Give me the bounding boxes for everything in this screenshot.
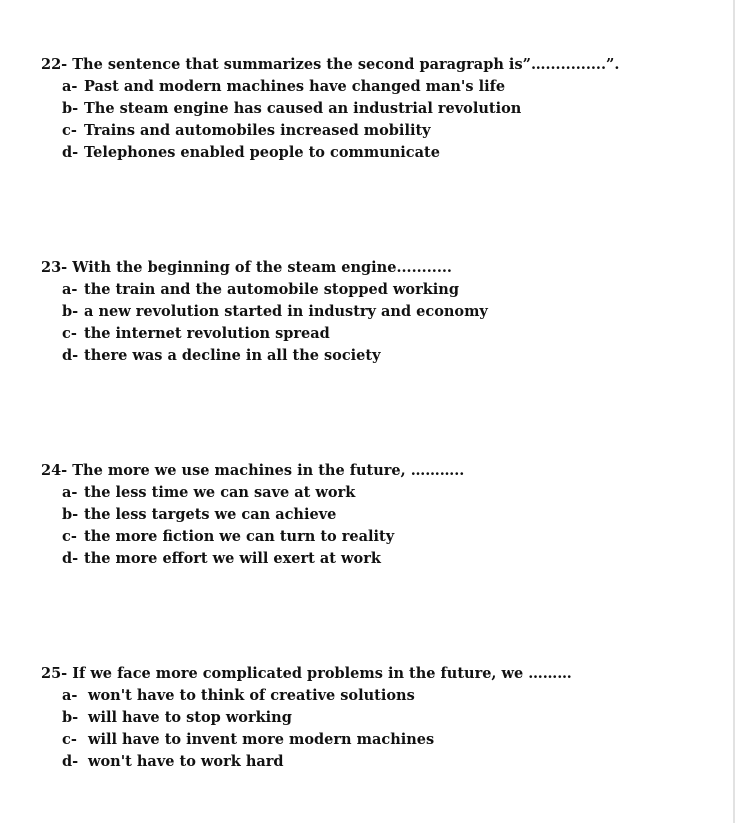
option-letter: d- (62, 144, 79, 161)
option-c (41, 526, 701, 548)
option-letter: d- (62, 347, 79, 364)
option-b (41, 301, 701, 323)
option-a (41, 685, 701, 707)
question-23 (41, 257, 701, 367)
option-letter: a- (62, 484, 78, 501)
question-stem: 25- If we face more complicated problems in the future, we ……… (41, 665, 572, 682)
option-text: Trains and automobiles increased mobility (84, 122, 431, 139)
option-text: a new revolution started in industry and economy (84, 303, 488, 320)
option-letter: d- (62, 550, 79, 567)
option-text: the less time we can save at work (84, 484, 356, 501)
option-text: there was a decline in all the society (84, 347, 381, 364)
option-letter: b- (62, 100, 79, 117)
option-text: the internet revolution spread (84, 325, 330, 342)
option-letter: c- (62, 122, 77, 139)
option-letter: b- (62, 303, 79, 320)
option-letter: a- (62, 687, 78, 704)
option-text: will have to stop working (88, 709, 292, 726)
option-letter: a- (62, 281, 78, 298)
question-24 (41, 460, 701, 570)
option-c (41, 323, 701, 345)
option-text: The steam engine has caused an industrial revolution (84, 100, 522, 117)
option-text: the more fiction we can turn to reality (84, 528, 395, 545)
option-a (41, 76, 701, 98)
option-text: Past and modern machines have changed man's life (84, 78, 506, 95)
option-b (41, 504, 701, 526)
option-d (41, 548, 701, 570)
option-text: Telephones enabled people to communicate (84, 144, 440, 161)
option-letter: b- (62, 709, 79, 726)
option-text: the less targets we can achieve (84, 506, 337, 523)
question-stem: 23- With the beginning of the steam engine........... (41, 259, 452, 276)
option-c (41, 120, 701, 142)
option-text: will have to invent more modern machines (88, 731, 435, 748)
option-c (41, 729, 701, 751)
option-letter: d- (62, 753, 79, 770)
option-letter: c- (62, 325, 77, 342)
option-letter: b- (62, 506, 79, 523)
option-text: the train and the automobile stopped working (84, 281, 459, 298)
option-letter: a- (62, 78, 78, 95)
option-d (41, 751, 701, 773)
question-stem: 24- The more we use machines in the future, ……….. (41, 462, 465, 479)
question-stem: 22- The sentence that summarizes the second paragraph is”…............”. (41, 56, 620, 73)
option-a (41, 279, 701, 301)
option-text: the more effort we will exert at work (84, 550, 381, 567)
option-d (41, 345, 701, 367)
option-a (41, 482, 701, 504)
option-letter: c- (62, 528, 77, 545)
option-text: won't have to think of creative solutions (88, 687, 415, 704)
option-letter: c- (62, 731, 77, 748)
option-text: won't have to work hard (88, 753, 284, 770)
option-d (41, 142, 701, 164)
option-b (41, 707, 701, 729)
option-b (41, 98, 701, 120)
question-25 (41, 663, 701, 773)
question-22 (41, 54, 701, 164)
